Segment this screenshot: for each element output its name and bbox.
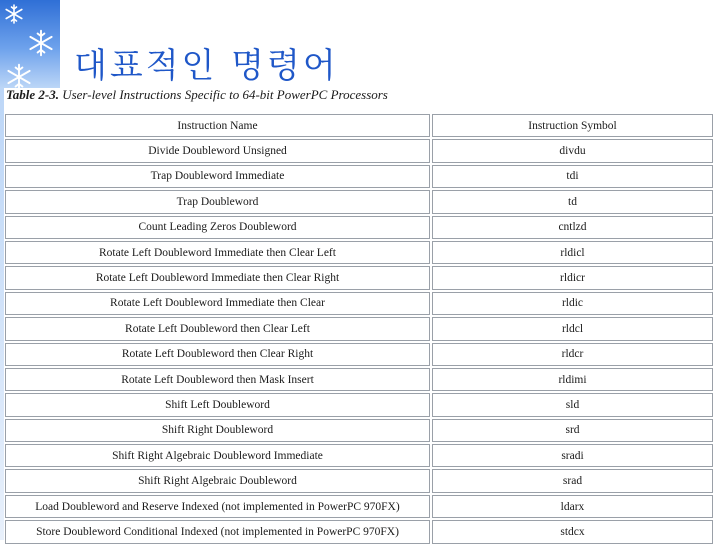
table-row xyxy=(5,444,713,467)
table-row xyxy=(5,190,713,213)
table-row xyxy=(5,343,713,366)
table-row xyxy=(5,317,713,340)
header-instruction-symbol: Instruction Symbol xyxy=(432,114,713,137)
instruction-symbol-cell: rldicl xyxy=(432,241,713,264)
table-row xyxy=(5,495,713,518)
instruction-symbol-cell: cntlzd xyxy=(432,216,713,239)
instruction-symbol-cell: rldicr xyxy=(432,266,713,289)
instruction-name-cell: Shift Right Algebraic Doubleword Immediate xyxy=(5,444,430,467)
instruction-symbol-cell: sld xyxy=(432,393,713,416)
instruction-symbol-cell: rldcl xyxy=(432,317,713,340)
instruction-name-cell: Shift Right Doubleword xyxy=(5,419,430,442)
instruction-symbol-cell: rldcr xyxy=(432,343,713,366)
instruction-name-cell: Trap Doubleword xyxy=(5,190,430,213)
instruction-name-cell: Load Doubleword and Reserve Indexed (not implemented in PowerPC 970FX) xyxy=(5,495,430,518)
table-caption xyxy=(6,87,388,103)
table-row xyxy=(5,419,713,442)
instruction-symbol-cell: rldic xyxy=(432,292,713,315)
instruction-symbol-cell: tdi xyxy=(432,165,713,188)
instruction-name-cell: Rotate Left Doubleword then Clear Left xyxy=(5,317,430,340)
instruction-name-cell: Shift Left Doubleword xyxy=(5,393,430,416)
instruction-symbol-cell: divdu xyxy=(432,139,713,162)
instruction-name-cell: Rotate Left Doubleword then Mask Insert xyxy=(5,368,430,391)
slide-title: 대표적인 명령어 xyxy=(74,46,339,86)
instruction-symbol-cell: sradi xyxy=(432,444,713,467)
instruction-name-cell: Store Doubleword Conditional Indexed (not implemented in PowerPC 970FX) xyxy=(5,520,430,543)
table-row xyxy=(5,292,713,315)
snowflake-decoration-panel xyxy=(0,0,60,88)
instruction-name-cell: Rotate Left Doubleword Immediate then Clear Left xyxy=(5,241,430,264)
table-row xyxy=(5,368,713,391)
snowflake-icon xyxy=(3,3,25,25)
table-row xyxy=(5,241,713,264)
table-body xyxy=(5,139,713,543)
table-caption-text: User-level Instructions Specific to 64-bit PowerPC Processors xyxy=(62,87,388,102)
instruction-symbol-cell: srad xyxy=(432,469,713,492)
instruction-name-cell: Count Leading Zeros Doubleword xyxy=(5,216,430,239)
table-row xyxy=(5,469,713,492)
table-row xyxy=(5,139,713,162)
instruction-table xyxy=(3,112,715,546)
table-row xyxy=(5,216,713,239)
snowflake-icon xyxy=(26,28,56,58)
instruction-name-cell: Trap Doubleword Immediate xyxy=(5,165,430,188)
table-row xyxy=(5,165,713,188)
instruction-symbol-cell: srd xyxy=(432,419,713,442)
instruction-symbol-cell: rldimi xyxy=(432,368,713,391)
header-instruction-name: Instruction Name xyxy=(5,114,430,137)
instruction-table-container xyxy=(3,112,715,546)
instruction-symbol-cell: ldarx xyxy=(432,495,713,518)
instruction-name-cell: Shift Right Algebraic Doubleword xyxy=(5,469,430,492)
table-row xyxy=(5,520,713,543)
table-row xyxy=(5,266,713,289)
instruction-symbol-cell: stdcx xyxy=(432,520,713,543)
table-header-row xyxy=(5,114,713,137)
table-caption-label: Table 2-3. xyxy=(6,87,59,102)
instruction-name-cell: Rotate Left Doubleword then Clear Right xyxy=(5,343,430,366)
instruction-symbol-cell: td xyxy=(432,190,713,213)
instruction-name-cell: Divide Doubleword Unsigned xyxy=(5,139,430,162)
instruction-name-cell: Rotate Left Doubleword Immediate then Clear Right xyxy=(5,266,430,289)
table-row xyxy=(5,393,713,416)
instruction-name-cell: Rotate Left Doubleword Immediate then Clear xyxy=(5,292,430,315)
